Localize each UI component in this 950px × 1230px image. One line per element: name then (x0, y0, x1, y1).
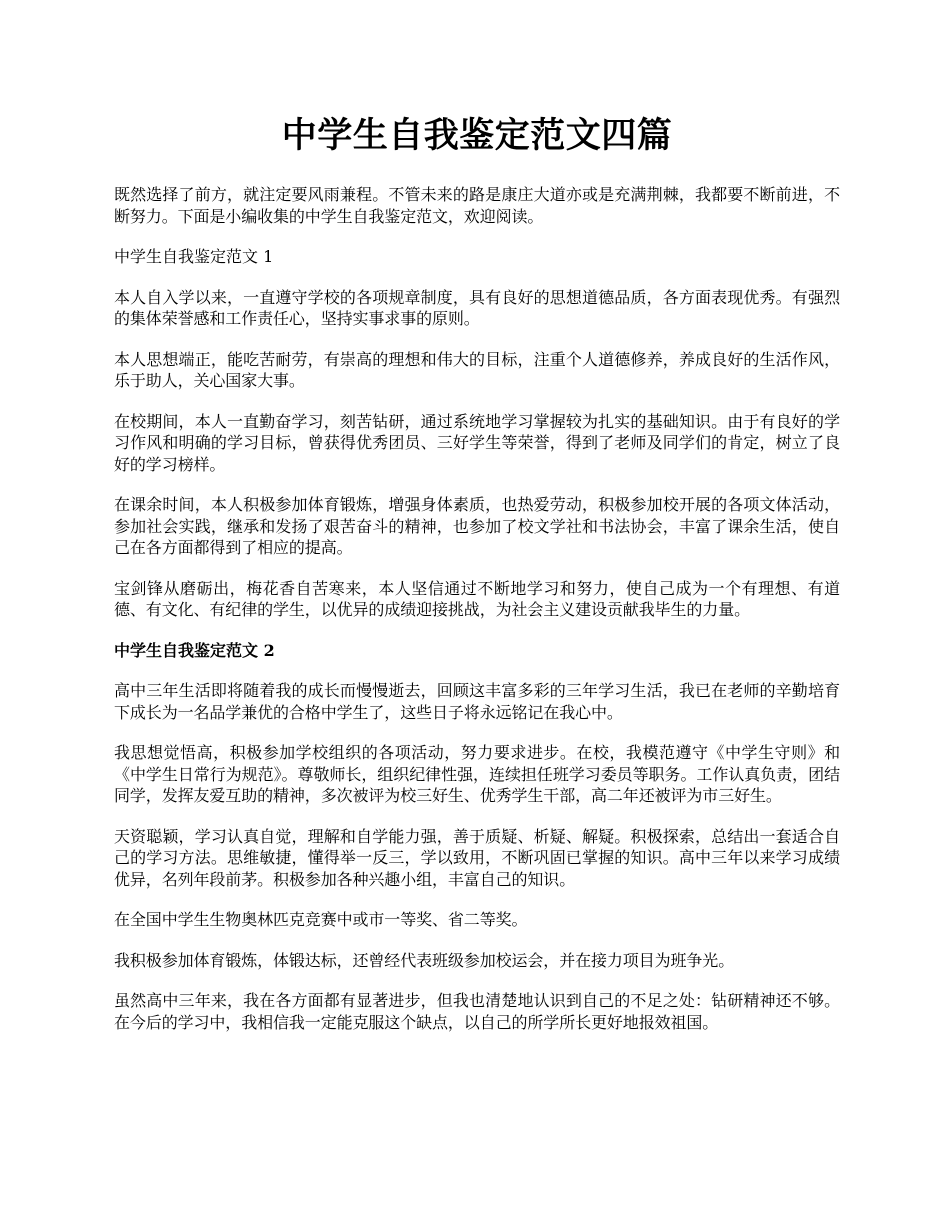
intro-paragraph: 既然选择了前方，就注定要风雨兼程。不管未来的路是康庄大道亦或是充满荆棘，我都要不断前进，不断努力。下面是小编收集的中学生自我鉴定范文，欢迎阅读。 (114, 185, 840, 226)
section-1-paragraph-3: 在校期间，本人一直勤奋学习，刻苦钻研，通过系统地学习掌握较为扎实的基础知识。由于有良好的学习作风和明确的学习目标，曾获得优秀团员、三好学生等荣誉，得到了老师及同学们的肯定，树立了良好的学习榜样。 (114, 411, 840, 474)
document-page (114, 112, 840, 1052)
section-1-paragraph-1: 本人自入学以来，一直遵守学校的各项规章制度，具有良好的思想道德品质，各方面表现优秀。有强烈的集体荣誉感和工作责任心，坚持实事求事的原则。 (114, 287, 840, 328)
document-title: 中学生自我鉴定范文四篇 (281, 115, 673, 156)
section-2-paragraph-1: 高中三年生活即将随着我的成长而慢慢逝去，回顾这丰富多彩的三年学习生活，我已在老师的辛勤培育下成长为一名品学兼优的合格中学生了，这些日子将永远铭记在我心中。 (114, 681, 840, 722)
section-1-paragraph-5: 宝剑锋从磨砺出，梅花香自苦寒来，本人坚信通过不断地学习和努力，使自己成为一个有理想、有道德、有文化、有纪律的学生，以优异的成绩迎接挑战，为社会主义建设贡献我毕生的力量。 (114, 578, 840, 619)
section-2-paragraph-5: 我积极参加体育锻炼，体锻达标，还曾经代表班级参加校运会，并在接力项目为班争光。 (114, 950, 735, 970)
section-2-paragraph-4: 在全国中学生生物奥林匹克竞赛中或市一等奖、省二等奖。 (114, 910, 528, 929)
section-1-paragraph-2: 本人思想端正，能吃苦耐劳，有崇高的理想和伟大的目标，注重个人道德修养，养成良好的生活作风，乐于助人，关心国家大事。 (114, 349, 840, 390)
section-2-paragraph-2: 我思想觉悟高，积极参加学校组织的各项活动，努力要求进步。在校，我模范遵守《中学生守则》和《中学生日常行为规范》。尊敬师长，组织纪律性强，连续担任班学习委员等职务。工作认真负责，团结同学，发挥友爱互助的精神，多次被评为校三好生、优秀学生干部，高二年还被评为市三好生。 (114, 743, 840, 805)
section-2-paragraph-3: 天资聪颖，学习认真自觉，理解和自学能力强，善于质疑、析疑、解疑。积极探索，总结出一套适合自己的学习方法。思维敏捷，懂得举一反三，学以致用，不断巩固已掌握的知识。高中三年以来学习成绩优异，名列年段前茅。积极参加各种兴趣小组，丰富自己的知识。 (114, 826, 840, 889)
section-1-paragraph-4: 在课余时间，本人积极参加体育锻炼，增强身体素质，也热爱劳动，积极参加校开展的各项文体活动，参加社会实践，继承和发扬了艰苦奋斗的精神，也参加了校文学社和书法协会，丰富了课余生活，使自己在各方面都得到了相应的提高。 (114, 495, 840, 557)
section-2-paragraph-6: 虽然高中三年来，我在各方面都有显著进步，但我也清楚地认识到自己的不足之处：钻研精神还不够。在今后的学习中，我相信我一定能克服这个缺点，以自己的所学所长更好地报效祖国。 (114, 991, 840, 1032)
section-heading-1: 中学生自我鉴定范文 1 (114, 247, 274, 266)
section-heading-2: 中学生自我鉴定范文 2 (114, 640, 275, 660)
